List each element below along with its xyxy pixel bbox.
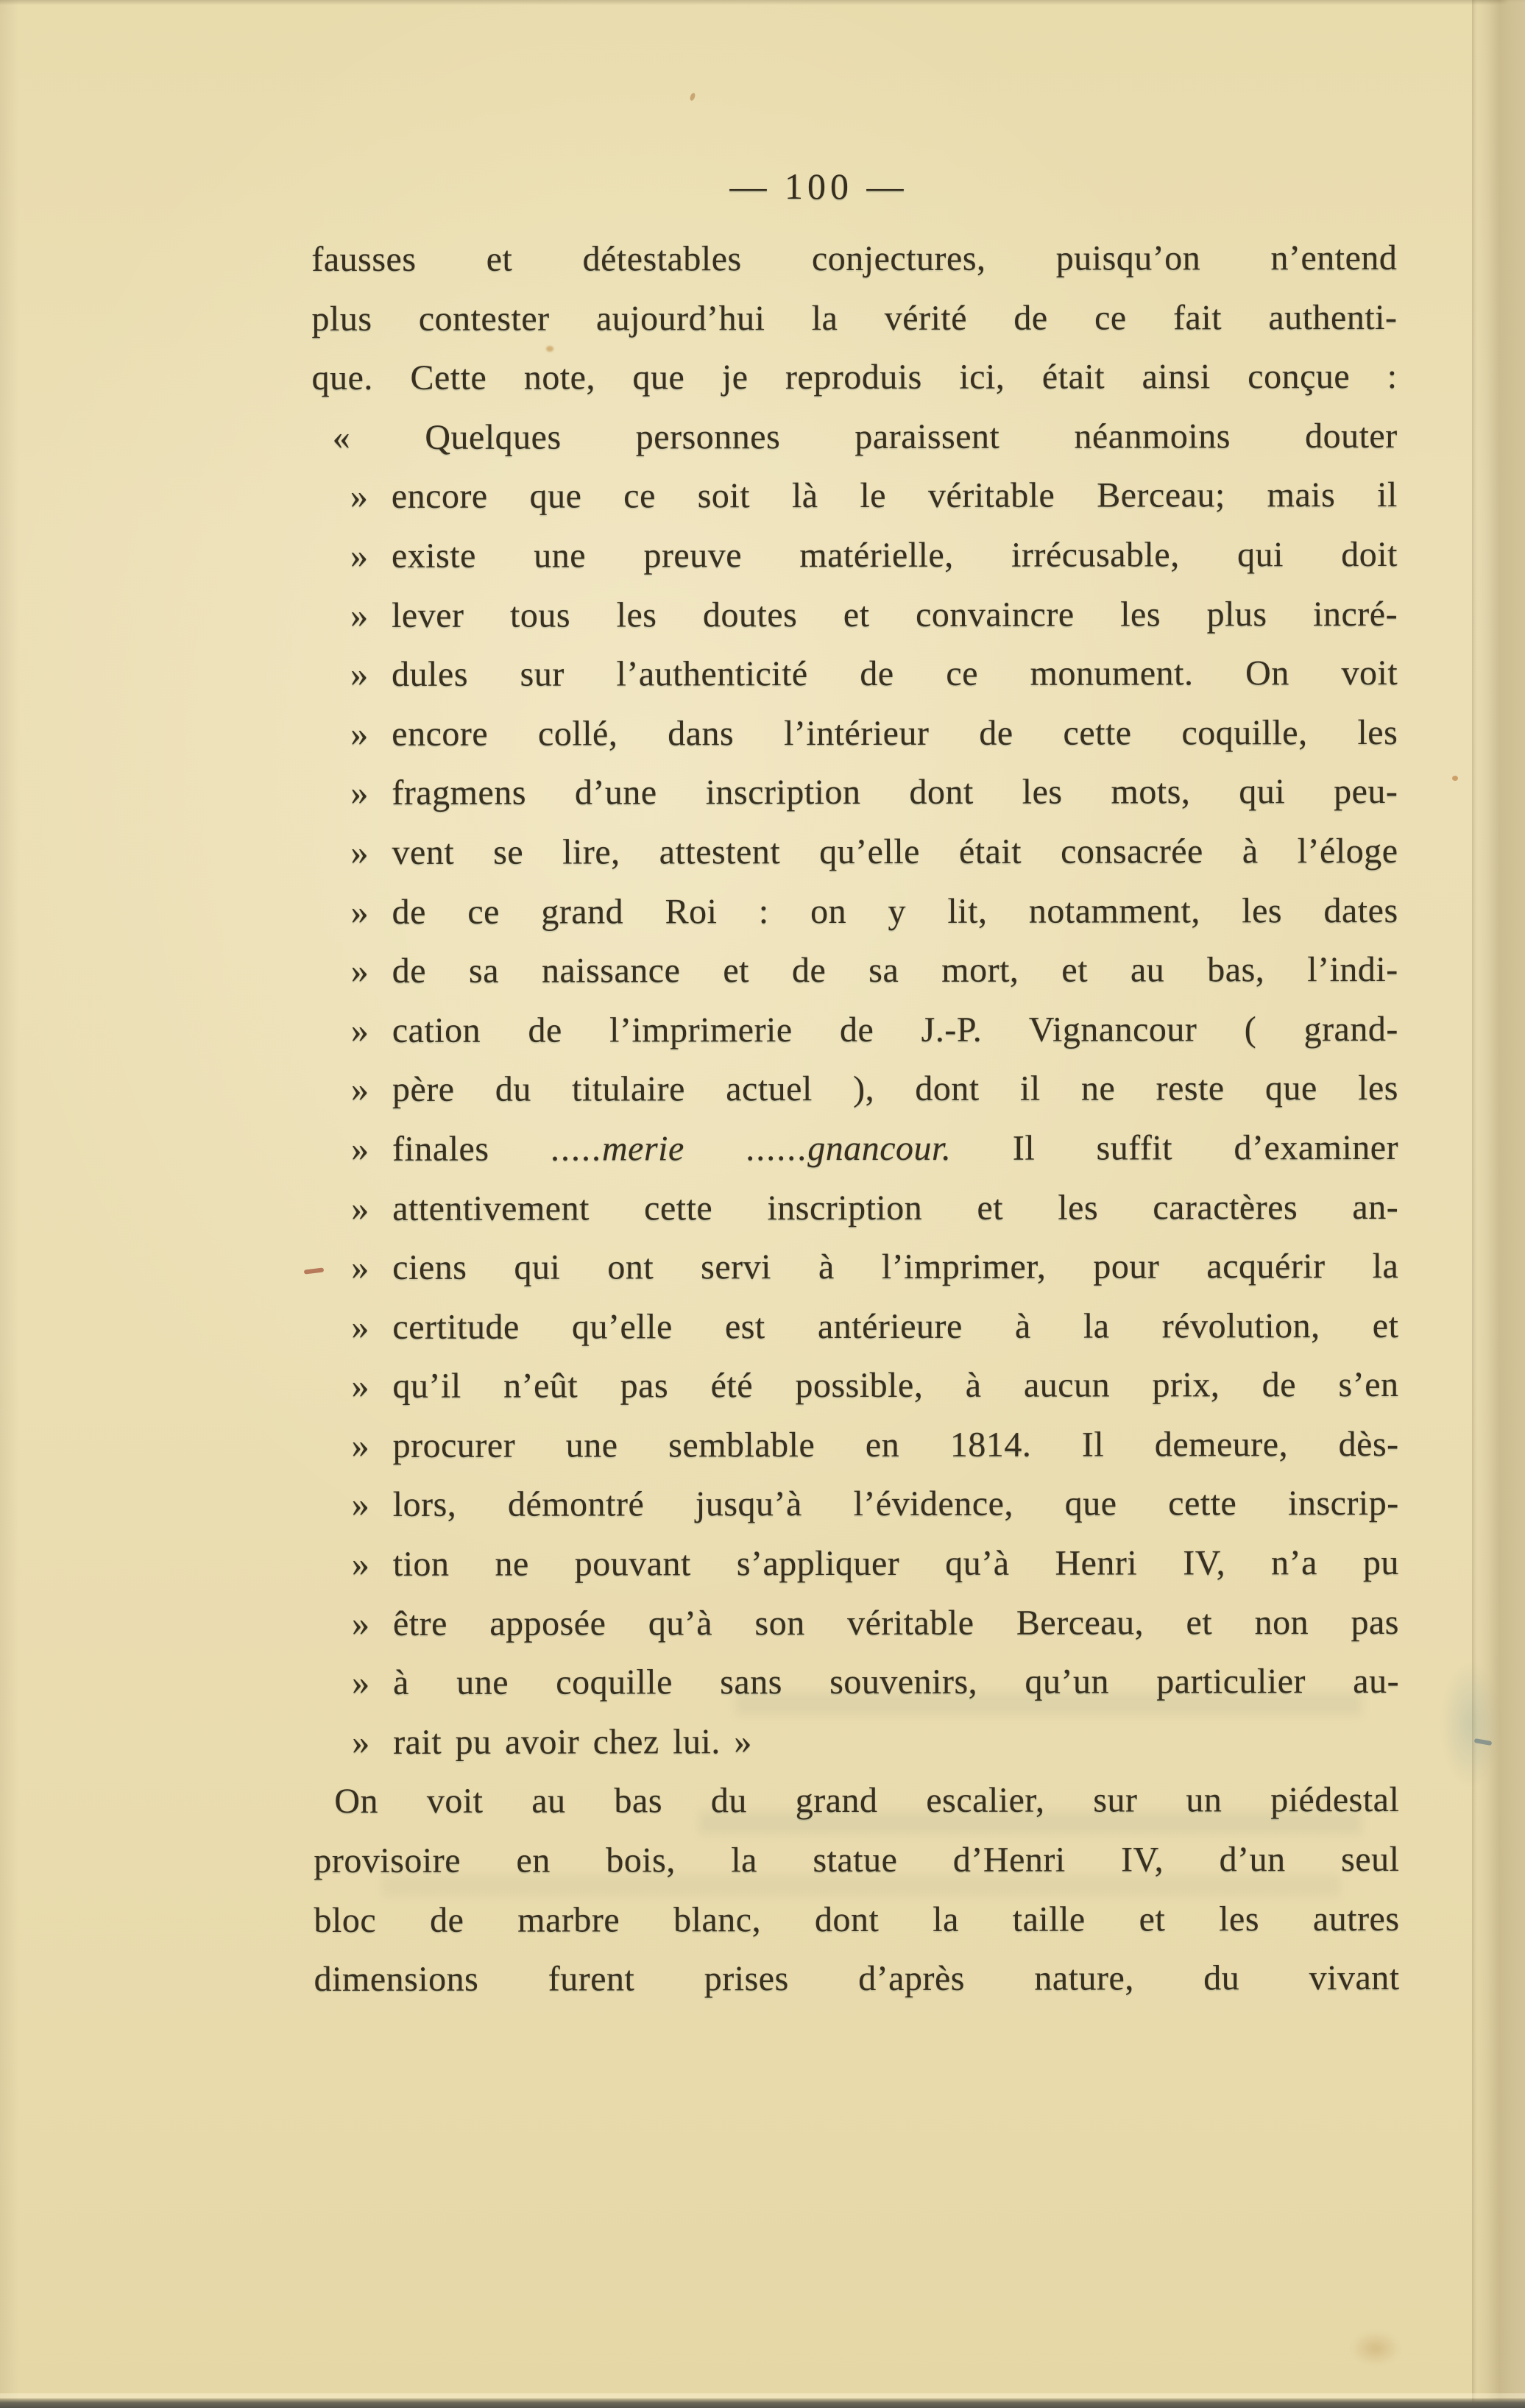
line-text: certitude qu’elle est antérieure à la révolution, et (392, 1306, 1399, 1347)
text-line (312, 762, 1398, 824)
text-line (313, 1000, 1398, 1061)
line-text: cation de l’imprimerie de J.-P. Vignancour ( grand- (392, 1009, 1398, 1050)
text-line (314, 1474, 1399, 1535)
line-text: père du titulaire actuel ), dont il ne reste que les (392, 1069, 1398, 1110)
line-text-lead: finales (392, 1129, 551, 1169)
text-line (314, 1534, 1399, 1595)
guillemet-marker: » (351, 1248, 369, 1288)
guillemet-marker: » (350, 477, 369, 517)
text-line (314, 1652, 1399, 1713)
guillemet-marker: » (350, 595, 369, 635)
line-text: tion ne pouvant s’appliquer qu’à Henri IV, n’a pu (392, 1543, 1399, 1584)
line-text-tail: Il suffit d’examiner (1012, 1127, 1399, 1168)
guillemet-marker: » (350, 773, 369, 813)
text-line (311, 288, 1397, 350)
text-line (312, 822, 1398, 883)
guillemet-marker: » (351, 1189, 369, 1228)
text-line (313, 1237, 1398, 1298)
guillemet-marker: » (351, 1604, 370, 1643)
text-line-with-italics (313, 1119, 1398, 1180)
guillemet-marker: » (350, 832, 369, 872)
line-text: vent se lire, attestent qu’elle était consacrée à l’éloge (392, 831, 1398, 872)
text-line (313, 1178, 1398, 1239)
line-text: dules sur l’authenticité de ce monument. On voit (392, 654, 1398, 695)
line-text: existe une preuve matérielle, irrécusable, qui doit (391, 534, 1398, 576)
guillemet-marker: » (351, 1307, 369, 1347)
guillemet-marker: » (350, 536, 369, 576)
line-text: lors, démontré jusqu’à l’évidence, que cette inscrip- (392, 1484, 1399, 1525)
line-text: à une coquille sans souvenirs, qu’un particulier au- (393, 1662, 1400, 1703)
line-text: bloc de marbre blanc, dont la taille et les autres (314, 1899, 1400, 1940)
text-line (313, 882, 1398, 943)
italic-fragment: gnancour. (807, 1128, 1013, 1168)
text-line (312, 347, 1398, 408)
guillemet-marker: » (352, 1663, 370, 1703)
line-text: encore collé, dans l’intérieur de cette coquille, les (392, 712, 1398, 754)
text-line-quote-close (314, 1712, 1399, 1773)
line-text: attentivement cette inscription et les caractères an- (392, 1187, 1399, 1228)
page-number: — 100 — (729, 166, 908, 207)
text-block (311, 229, 1399, 2010)
page-left-edge-shading (0, 0, 19, 2408)
text-line (312, 585, 1398, 646)
guillemet-marker: » (350, 1070, 369, 1110)
line-text: fausses et détestables conjectures, puisqu’on n’entend (311, 238, 1398, 280)
text-line (312, 644, 1398, 705)
paper-speck (689, 92, 696, 101)
page-bottom-highlight (0, 2393, 1525, 2398)
text-line (312, 466, 1398, 527)
guillemet-marker: » (351, 1426, 370, 1465)
line-text: fragmens d’une inscription dont les mots, qui peu- (392, 772, 1398, 813)
guillemet-marker: » (350, 1010, 369, 1050)
guillemet-marker: » (350, 655, 369, 695)
guillemet-marker: » (350, 952, 369, 991)
line-text: On voit au bas du grand escalier, sur un piédestal (334, 1780, 1400, 1821)
text-line-quote-open (312, 407, 1398, 468)
text-line (313, 941, 1398, 1002)
line-text: que. Cette note, que je reproduis ici, était ainsi conçue : (311, 357, 1398, 398)
paper-stain (1351, 2331, 1400, 2365)
line-text: « Quelques personnes paraissent néanmoins douter (332, 416, 1398, 457)
guillemet-marker: » (351, 1485, 370, 1525)
line-text: de ce grand Roi : on y lit, notamment, les dates (392, 890, 1398, 932)
ellipsis-dots: ...... (746, 1128, 808, 1169)
text-line (312, 525, 1398, 587)
guillemet-marker: » (351, 1129, 369, 1169)
line-text: dimensions furent prises d’après nature, du vivant (314, 1958, 1400, 2000)
guillemet-marker: » (351, 1367, 370, 1406)
page-top-edge-shading (0, 0, 1525, 5)
text-line (311, 229, 1397, 290)
line-text: qu’il n’eût pas été possible, à aucun prix, de s’en (392, 1365, 1399, 1406)
text-line-paragraph-start (314, 1771, 1399, 1832)
paper-speck (1452, 776, 1458, 781)
guillemet-marker: » (350, 714, 369, 754)
line-text: plus contester aujourd’hui la vérité de ce fait authenti- (311, 297, 1398, 339)
line-text: de sa naissance et de sa mort, et au bas, l’indi- (392, 950, 1398, 991)
guillemet-marker: » (352, 1722, 370, 1762)
scan-bottom-edge (0, 2398, 1525, 2408)
line-text: procurer une semblable en 1814. Il demeure, dès- (392, 1424, 1399, 1465)
italic-fragment: merie (601, 1129, 746, 1169)
line-text: lever tous les doutes et convaincre les plus incré- (392, 594, 1398, 635)
line-text: encore que ce soit là le véritable Berceau; mais il (391, 475, 1398, 517)
text-line (314, 1949, 1400, 2010)
text-line (314, 1415, 1399, 1476)
ellipsis-dots: ..... (550, 1129, 602, 1169)
line-text: être apposée qu’à son véritable Berceau, et non pas (392, 1602, 1399, 1643)
text-line (312, 704, 1398, 765)
page-right-edge-band (1472, 0, 1525, 2408)
line-text: ciens qui ont servi à l’imprimer, pour acquérir la (392, 1247, 1399, 1287)
line-text: rait pu avoir chez lui. » (393, 1722, 752, 1762)
text-line (313, 1297, 1398, 1358)
line-text (392, 1128, 1398, 1169)
line-text: provisoire en bois, la statue d’Henri IV, d’un seul (314, 1840, 1400, 1881)
text-line (314, 1830, 1399, 1891)
text-line (313, 1059, 1398, 1120)
text-line (314, 1890, 1399, 1951)
text-line (313, 1356, 1398, 1417)
guillemet-marker: » (351, 1544, 370, 1584)
text-line (314, 1593, 1399, 1654)
guillemet-marker: » (350, 892, 369, 932)
